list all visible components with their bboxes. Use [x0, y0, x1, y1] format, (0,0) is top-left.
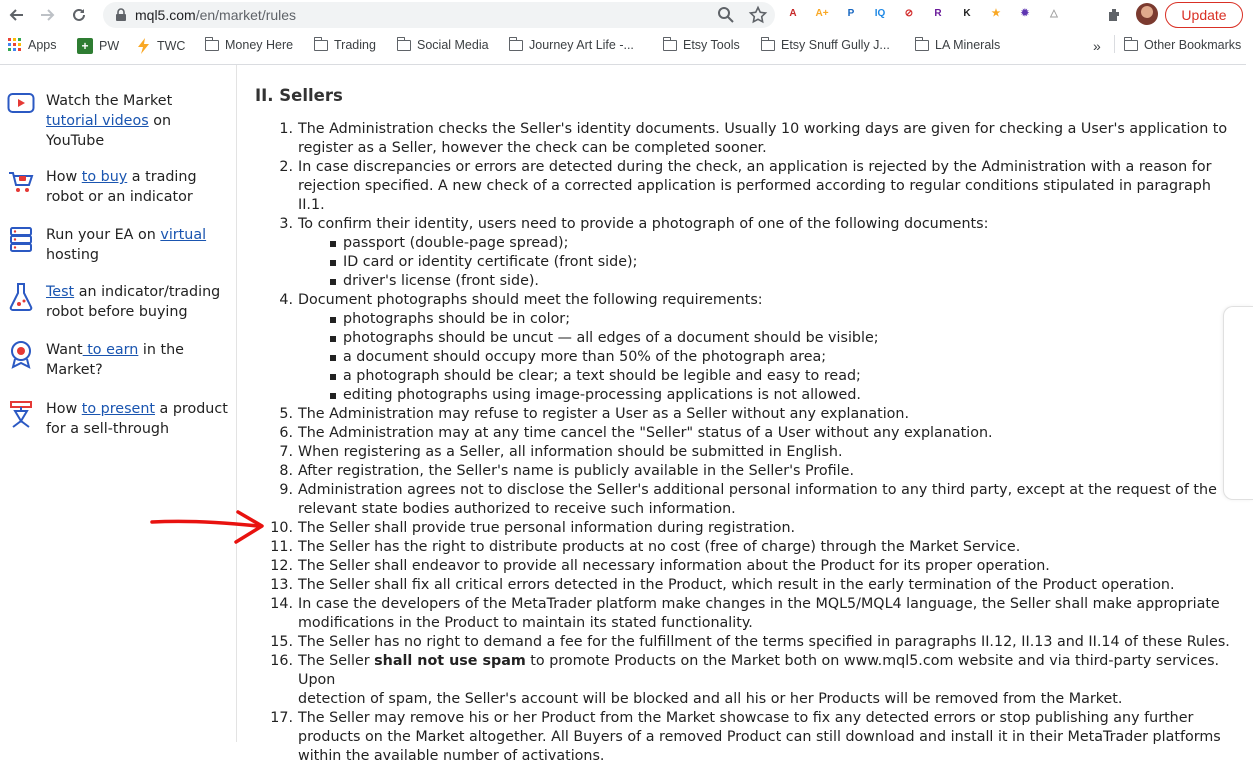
bookmark-la-minerals[interactable]: LA Minerals: [915, 38, 1000, 52]
rule-text: register as a Seller, however the check can be completed sooner.: [298, 140, 767, 156]
side-widget-tab[interactable]: [1223, 306, 1253, 500]
video-play-icon: [6, 91, 36, 121]
rule-text: The Seller has no right to demand a fee for the fulfillment of the terms specified in paragraphs II.12, II.13 and II.14 of these Rules.: [298, 634, 1230, 650]
sidebar-item-to-buy: How to buy a trading robot or an indicator: [6, 167, 228, 207]
rule-number: 5.: [279, 406, 293, 422]
rule-2-line: [255, 177, 1230, 215]
rule-text: products on the Market altogether. All Buyers of a removed Product can still download and install it in their MetaTrader platforms: [298, 729, 1221, 745]
present-product-icon: [6, 399, 36, 429]
update-button[interactable]: Update: [1165, 2, 1243, 28]
rule-number: 8.: [279, 463, 293, 479]
extensions-bar: [783, 3, 1064, 23]
rule-7-line: [255, 443, 1230, 462]
rule-8-line: [255, 462, 1230, 481]
rule-text: The Administration checks the Seller's identity documents. Usually 10 working days are given for checking a User's application to: [298, 121, 1228, 137]
rule-text: The Seller shall not use spam to promote Products on the Market both on www.mql5.com website and via third-party services. Upon: [298, 653, 1220, 688]
rule-number: 4.: [279, 292, 293, 308]
back-arrow-icon[interactable]: [6, 4, 28, 26]
rule-number: 10.: [270, 520, 293, 536]
bookmark-journey-art-life[interactable]: Journey Art Life -...: [509, 38, 634, 52]
rule-2-line: [255, 158, 1230, 177]
rule-text: rejection specified. A new check of a corrected application is performed according to regular conditions stipulated in paragraph II.1.: [298, 178, 1211, 213]
rule-number: 11.: [270, 539, 293, 555]
rule-13-line: [255, 576, 1230, 595]
ext-5-icon[interactable]: ⊘: [899, 3, 919, 23]
rule-14-line: [255, 595, 1230, 614]
sidebar-item-virtual-hosting: Run your EA on virtual hosting: [6, 225, 228, 265]
rule-16-line: [255, 690, 1230, 709]
virtual-hosting-link[interactable]: virtual: [160, 227, 207, 243]
rule-4-bullet: a photograph should be clear; a text should be legible and easy to read;: [255, 367, 1230, 386]
bookmark-pw[interactable]: + PW: [77, 38, 119, 54]
folder-icon: [314, 40, 328, 51]
ext-1-icon[interactable]: A: [783, 3, 803, 23]
rule-4-bullet: a document should occupy more than 50% of the photograph area;: [255, 348, 1230, 367]
bookmark-apps[interactable]: Apps: [8, 38, 57, 52]
bookmark-other-bookmarks[interactable]: Other Bookmarks: [1124, 38, 1241, 52]
server-icon: [6, 225, 36, 255]
sidebar-item-to-present: How to present a product for a sell-through: [6, 399, 228, 439]
annotation-arrow-icon: [150, 510, 270, 550]
extensions-puzzle-icon[interactable]: [1106, 6, 1124, 28]
sidebar-item-to-earn: Want to earn in the Market?: [6, 340, 228, 380]
rule-number: 7.: [279, 444, 293, 460]
folder-icon: [397, 40, 411, 51]
rule-text: modifications in the Product to maintain its stated functionality.: [298, 615, 753, 631]
cart-robot-icon: [6, 167, 36, 197]
rule-text: Document photographs should meet the following requirements:: [298, 292, 763, 308]
folder-icon: [761, 40, 775, 51]
rule-text: After registration, the Seller's name is publicly available in the Seller's Profile.: [298, 463, 854, 479]
forward-arrow-icon[interactable]: [36, 4, 58, 26]
bookmark-etsy-snuff-gully[interactable]: Etsy Snuff Gully J...: [761, 38, 890, 52]
rule-number: 13.: [270, 577, 293, 593]
ext-6-icon[interactable]: R: [928, 3, 948, 23]
rule-17-line: [255, 709, 1230, 728]
rule-text: The Seller shall endeavor to provide all necessary information about the Product for its proper operation.: [298, 558, 1050, 574]
rule-17-line: [255, 747, 1230, 766]
zoom-icon[interactable]: [717, 6, 735, 24]
rule-number: 2.: [279, 159, 293, 175]
bookmark-trading[interactable]: Trading: [314, 38, 376, 52]
rule-number: 3.: [279, 216, 293, 232]
section-title: II. Sellers: [255, 86, 343, 105]
bookmark-etsy-tools[interactable]: Etsy Tools: [663, 38, 740, 52]
ext-4-icon[interactable]: IQ: [870, 3, 890, 23]
rule-text: relevant state bodies authorized to receive such information.: [298, 501, 736, 517]
folder-icon: [663, 40, 677, 51]
rule-number: 14.: [270, 596, 293, 612]
rule-17-line: [255, 728, 1230, 747]
folder-icon: [915, 40, 929, 51]
ext-9-icon[interactable]: ✹: [1015, 3, 1035, 23]
sidebar-item-test: Test an indicator/trading robot before buying: [6, 282, 228, 322]
rule-number: 6.: [279, 425, 293, 441]
help-sidebar: [0, 65, 237, 742]
ext-7-icon[interactable]: K: [957, 3, 977, 23]
ext-2-icon[interactable]: A+: [812, 3, 832, 23]
ext-3-icon[interactable]: P: [841, 3, 861, 23]
rule-text: detection of spam, the Seller's account will be blocked and all his or her Products will be removed from the Market.: [298, 691, 1123, 707]
apps-grid-icon: [8, 38, 22, 52]
address-bar[interactable]: [103, 2, 775, 28]
rule-5-line: [255, 405, 1230, 424]
ext-10-icon[interactable]: △: [1044, 3, 1064, 23]
earn-badge-icon: [6, 340, 36, 370]
rule-12-line: [255, 557, 1230, 576]
rule-text: The Seller shall provide true personal information during registration.: [298, 520, 796, 536]
flask-icon: [6, 282, 36, 312]
rule-4-bullet: photographs should be in color;: [255, 310, 1230, 329]
rule-text: To confirm their identity, users need to provide a photograph of one of the following documents:: [298, 216, 989, 232]
rule-text: In case discrepancies or errors are detected during the check, an application is rejected by the Administration with a reason for: [298, 159, 1212, 175]
to-present-link[interactable]: to present: [81, 401, 155, 417]
rule-number: 17.: [270, 710, 293, 726]
tutorial-videos-link[interactable]: tutorial videos: [46, 113, 149, 129]
rule-text: The Seller shall fix all critical errors detected in the Product, which result in the early termination of the Product operation.: [298, 577, 1175, 593]
rule-text: When registering as a Seller, all information should be submitted in English.: [298, 444, 843, 460]
rule-9-line: [255, 481, 1230, 500]
rule-text: The Seller may remove his or her Product from the Market showcase to fix any detected errors or stop publishing any further: [298, 710, 1194, 726]
rule-3-line: [255, 215, 1230, 234]
rule-1-line: [255, 120, 1230, 139]
rule-4-line: [255, 291, 1230, 310]
browser-toolbar: [0, 0, 1246, 30]
rule-text: The Seller has the right to distribute products at no cost (free of charge) through the Market Service.: [298, 539, 1021, 555]
rule-number: 12.: [270, 558, 293, 574]
rule-number: 9.: [279, 482, 293, 498]
rule-number: 15.: [270, 634, 293, 650]
bookmark-star-icon[interactable]: [749, 6, 767, 24]
bookmark-twc[interactable]: TWC: [137, 38, 185, 54]
ext-8-icon[interactable]: ★: [986, 3, 1006, 23]
rule-16-line: [255, 652, 1230, 690]
rule-text: within the available number of activations.: [298, 748, 605, 764]
rules-list: [255, 120, 1230, 766]
rule-3-bullet: passport (double-page spread);: [255, 234, 1230, 253]
rule-text: The Administration may at any time cancel the "Seller" status of a User without any explanation.: [298, 425, 993, 441]
rule-11-line: [255, 538, 1230, 557]
rule-text: In case the developers of the MetaTrader platform make changes in the MQL5/MQL4 language, the Seller shall make appropriate: [298, 596, 1220, 612]
profile-avatar[interactable]: [1136, 3, 1158, 25]
folder-icon: [509, 40, 523, 51]
url-text: mql5.com/en/market/rules: [135, 7, 297, 23]
rule-number: 1.: [279, 121, 293, 137]
reload-icon[interactable]: [68, 4, 90, 26]
bookmarks-divider: [1114, 35, 1115, 53]
to-earn-link[interactable]: to earn: [82, 342, 139, 358]
rule-15-line: [255, 633, 1230, 652]
rule-9-line: [255, 500, 1230, 519]
test-link[interactable]: Test: [46, 284, 75, 300]
rule-4-bullet: editing photographs using image-processing applications is not allowed.: [255, 386, 1230, 405]
bookmarks-bar: [0, 33, 1246, 58]
rule-4-bullet: photographs should be uncut — all edges of a document should be visible;: [255, 329, 1230, 348]
sidebar-item-tutorial-videos: Watch the Market tutorial videos on YouTube: [6, 91, 228, 151]
rule-3-bullet: ID card or identity certificate (front side);: [255, 253, 1230, 272]
rule-text: Administration agrees not to disclose the Seller's additional personal information to any third party, except at the request of the: [298, 482, 1217, 498]
rule-1-line: [255, 139, 1230, 158]
pw-plus-icon: +: [77, 38, 93, 54]
bookmark-social-media[interactable]: Social Media: [397, 38, 489, 52]
folder-icon: [205, 40, 219, 51]
lock-icon: [115, 8, 127, 22]
folder-icon: [1124, 40, 1138, 51]
rule-14-line: [255, 614, 1230, 633]
rule-10-line: [255, 519, 1230, 538]
bookmark-money-here[interactable]: Money Here: [205, 38, 293, 52]
rule-6-line: [255, 424, 1230, 443]
bookmarks-overflow-chevron[interactable]: »: [1093, 38, 1101, 54]
rule-text: The Administration may refuse to register a User as a Seller without any explanation.: [298, 406, 910, 422]
lightning-icon: [137, 38, 151, 54]
to-buy-link[interactable]: to buy: [81, 169, 128, 185]
rule-number: 16.: [270, 653, 293, 669]
rule-3-bullet: driver's license (front side).: [255, 272, 1230, 291]
